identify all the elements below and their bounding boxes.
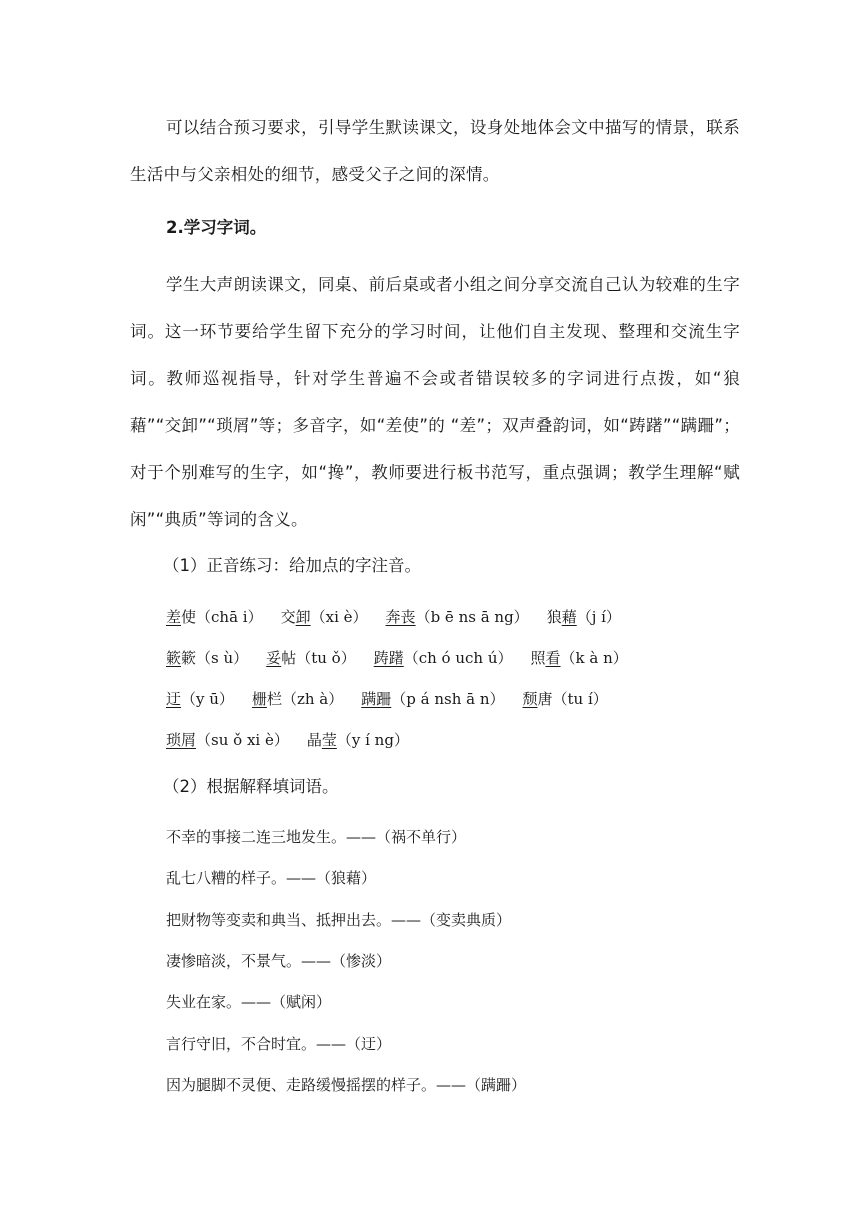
pinyin-entry [523,688,608,710]
body-paragraph: 学生大声朗读课文，同桌、前后桌或者小组之间分享交流自己认为较难的生字词。这一环节要给学生留下充分的学习时间，让他们自主发现、整理和交流生字词。教师巡视指导，针对学生普遍不会或者错误较多的字词进行点拨，如“狼藉”“交卸”“琐屑”等；多音字，如“差使”的 “差”；双声叠韵词，如“踌躇”“蹒跚”；对于个别难写的生字，如“搀”，教师要进行板书范写，重点强调；教学生理解“赋闲”“典质”等词的含义。 [130,275,740,529]
marked-character: 栅 [251,690,267,708]
marked-character: 看 [545,649,561,667]
definition-line: 因为腿脚不灵便、走路缓慢摇摆的样子。——（蹒跚） [166,1075,527,1094]
exercise-1-title: （1）正音练习：给加点的字注音。 [163,556,421,575]
definition-line: 乱七八糟的样子。——（狼藉） [166,869,377,888]
definition-line: 言行守旧，不合时宜。——（迂） [166,1034,392,1053]
definition-line: 失业在家。——（赋闲） [166,993,332,1012]
word-part: 狼 [546,608,562,626]
pinyin-entry [166,729,289,751]
marked-character: 簌 [166,649,182,667]
pinyin-entry [166,688,234,710]
pinyin-text: （xi è） [310,608,368,626]
marked-character: 卸 [295,608,311,626]
section-heading: 2.学习字词。 [166,218,267,237]
pinyin-entry [281,606,368,628]
pinyin-entry [386,606,529,628]
pinyin-row [166,647,646,669]
word-part: 唐 [537,690,553,708]
pinyin-text: （b ē ns ā ng） [415,608,529,626]
word-part: 帖 [281,649,297,667]
marked-character: 蹒跚 [361,690,392,708]
pinyin-entry [547,606,621,628]
exercise-2-title: （2）根据解释填词语。 [163,777,339,796]
word-part: 簌 [181,649,197,667]
pinyin-text: （zh à） [281,690,344,708]
pinyin-entry [266,647,356,669]
marked-character: 踌躇 [373,649,404,667]
pinyin-row [166,688,626,710]
marked-character: 奔丧 [385,608,416,626]
intro-paragraph: 可以结合预习要求，引导学生默读课文，设身处地体会文中描写的情景，联系生活中与父亲相处的细节，感受父子之间的深情。 [130,118,740,184]
pinyin-text: （s ù） [196,649,249,667]
marked-character: 迂 [166,690,182,708]
definition-line: 凄惨暗淡，不景气。——（惨淡） [166,951,392,970]
word-part: 照 [530,649,546,667]
marked-character: 琐屑 [166,731,197,749]
pinyin-text: （y í ng） [336,731,409,749]
pinyin-text: （chā i） [196,608,263,626]
word-part: 晶 [306,731,322,749]
definition-line: 不幸的事接二连三地发生。——（祸不单行） [166,828,467,846]
pinyin-text: （y ū） [181,690,234,708]
pinyin-row [166,606,639,628]
pinyin-text: （ch ó uch ú） [403,649,513,667]
marked-character: 妥 [266,649,282,667]
pinyin-text: （tu ǒ） [296,649,356,667]
pinyin-text: （su ǒ xi è） [196,731,289,749]
pinyin-entry [531,647,628,669]
pinyin-entry [252,688,343,710]
word-part: 使 [181,608,197,626]
marked-character: 藉 [561,608,577,626]
pinyin-text: （k à n） [560,649,628,667]
marked-character: 莹 [321,731,337,749]
pinyin-entry [361,688,504,710]
word-part: 栏 [266,690,282,708]
marked-character: 颓 [522,690,538,708]
pinyin-entry [307,729,409,751]
pinyin-text: （p á nsh ā n） [391,690,505,708]
pinyin-text: （tu í） [552,690,608,708]
pinyin-entry [166,647,248,669]
pinyin-entry [166,606,263,628]
marked-character: 差 [166,608,182,626]
pinyin-text: （j í） [576,608,621,626]
word-part: 交 [280,608,296,626]
definition-line: 把财物等变卖和典当、抵押出去。——（变卖典质） [166,910,512,929]
pinyin-row [166,729,427,751]
pinyin-entry [374,647,513,669]
